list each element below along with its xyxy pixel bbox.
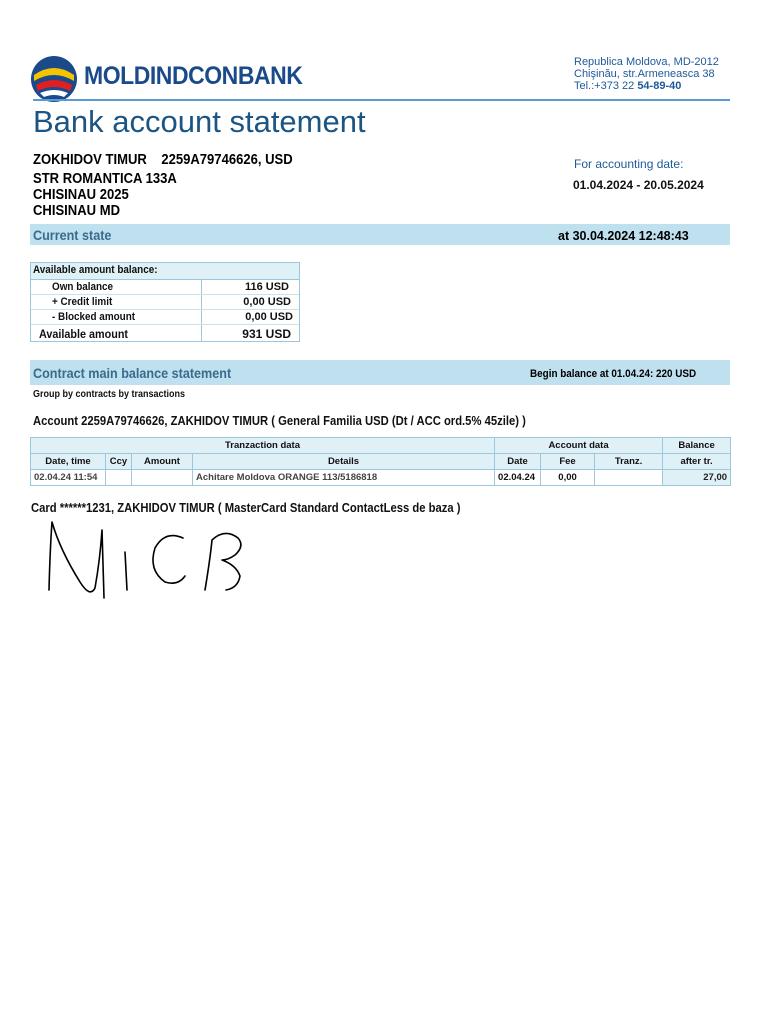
customer-address-line2: CHISINAU 2025 <box>33 187 129 203</box>
customer-account: 2259A79746626, USD <box>161 152 293 168</box>
balance-row-label: Available amount <box>39 327 129 341</box>
balance-row <box>31 280 299 295</box>
bank-phone <box>574 80 681 92</box>
cell-details: Achitare Moldova ORANGE 113/5186818 <box>193 470 495 486</box>
available-balance-box <box>30 262 300 342</box>
balance-box-title: Available amount balance: <box>33 264 158 276</box>
balance-row-label: - Blocked amount <box>52 311 136 323</box>
table-header-row <box>31 454 731 470</box>
balance-row-value: 0,00 USD <box>243 296 291 308</box>
column-header: Amount <box>132 454 193 470</box>
current-state-timestamp: at 30.04.2024 12:48:43 <box>558 229 689 243</box>
customer-name: ZOKHIDOV TIMUR <box>33 152 147 168</box>
balance-box-header <box>31 263 299 280</box>
cell-tranz <box>595 470 663 486</box>
column-header: Date, time <box>31 454 106 470</box>
bank-logo-icon <box>30 55 78 103</box>
balance-row <box>31 310 299 325</box>
card-line: Card ******1231, ZAKHIDOV TIMUR ( MasterCard Standard ContactLess de baza ) <box>31 501 461 515</box>
contract-band <box>30 360 730 385</box>
group-header: Tranzaction data <box>31 438 495 454</box>
customer-address-line3: CHISINAU MD <box>33 203 121 219</box>
customer-address-line1: STR ROMANTICA 133A <box>33 171 177 187</box>
bank-address-line2: Chişinău, str.Armeneasca 38 <box>574 68 715 80</box>
group-by-label: Group by contracts by transactions <box>33 389 186 400</box>
bank-phone-prefix: Tel.:+373 22 <box>574 80 635 92</box>
handwritten-signature <box>40 510 260 605</box>
balance-row-value: 116 USD <box>244 281 289 293</box>
accounting-date-label: For accounting date: <box>574 157 684 171</box>
cell-amount <box>132 470 193 486</box>
balance-row-label: Own balance <box>52 281 114 293</box>
column-header: after tr. <box>663 454 731 470</box>
balance-row-value: 0,00 USD <box>245 311 293 323</box>
account-line: Account 2259A79746626, ZAKHIDOV TIMUR ( General Familia USD (Dt / ACC ord.5% 45zile) ) <box>33 414 526 428</box>
cell-ccy <box>106 470 132 486</box>
contract-title: Contract main balance statement <box>33 365 232 381</box>
header-divider <box>33 99 730 101</box>
balance-row-value: 931 USD <box>242 327 291 341</box>
table-row <box>31 470 731 486</box>
current-state-title: Current state <box>33 227 112 243</box>
balance-row-label: + Credit limit <box>52 296 113 308</box>
column-header: Tranz. <box>595 454 663 470</box>
bank-name: MOLDINDCONBANK <box>84 62 303 90</box>
bank-address-line1: Republica Moldova, MD-2012 <box>574 56 719 68</box>
cell-date: 02.04.24 <box>495 470 541 486</box>
bank-phone-number: 54-89-40 <box>637 80 682 92</box>
page-title: Bank account statement <box>33 104 366 139</box>
group-header: Balance <box>663 438 731 454</box>
column-header: Date <box>495 454 541 470</box>
cell-balance: 27,00 <box>663 470 731 486</box>
column-header: Fee <box>541 454 595 470</box>
begin-balance: Begin balance at 01.04.24: 220 USD <box>530 368 697 380</box>
current-state-band <box>30 224 730 245</box>
table-group-header-row <box>31 438 731 454</box>
balance-row <box>31 325 299 341</box>
balance-row <box>31 295 299 310</box>
transactions-table <box>30 437 731 486</box>
group-header: Account data <box>495 438 663 454</box>
cell-fee: 0,00 <box>541 470 595 486</box>
cell-datetime: 02.04.24 11:54 <box>31 470 106 486</box>
accounting-date-range: 01.04.2024 - 20.05.2024 <box>573 178 704 192</box>
customer-name-account <box>33 152 293 168</box>
column-header: Details <box>193 454 495 470</box>
column-header: Ccy <box>106 454 132 470</box>
